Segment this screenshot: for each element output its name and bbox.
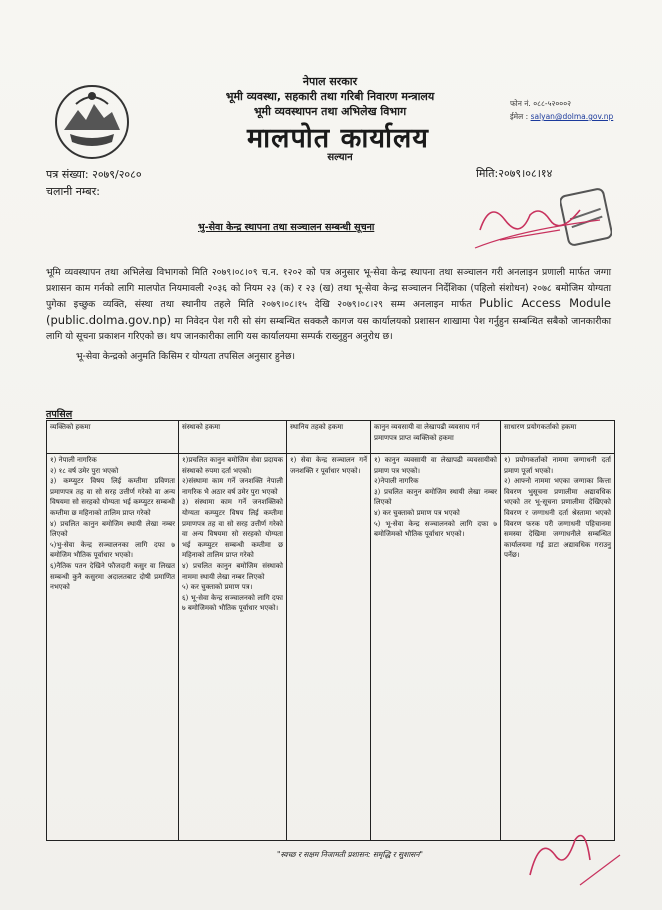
office-title: मालपोत कार्यालय [247, 123, 429, 154]
list-item: ५) भू-सेवा केन्द्र सञ्चालनको लागि दफा ७ बमोजिमको भौतिक पूर्वाधार भएको। [374, 519, 497, 539]
list-item: ४) प्रचलित कानुन बमोजिम संस्थाको नाममा स्थायी लेखा नम्बर लिएको [182, 561, 283, 581]
list-item: २)नेपाली नागरिक [374, 477, 419, 486]
reference-block [46, 166, 142, 200]
cell-local-level [287, 454, 371, 841]
govt-name: नेपाल सरकार [302, 75, 358, 88]
list-item: ४) प्रचलित कानुन बमोजिम स्थायी लेखा नम्बर लिएको [50, 519, 175, 539]
email-link[interactable]: salyan@dolma.gov.np [530, 112, 614, 121]
list-item: २) १८ वर्ष उमेर पुरा भएको [50, 466, 119, 475]
header-local-level: स्थानिय तहको हकमा [287, 421, 371, 454]
table-caption: तपसिल [46, 409, 73, 420]
paragraph-part-b: मा निवेदन पेश गरी सो संग सम्बन्धित सक्कलै कागज यस कार्यालयको प्रशासन शाखामा पेश गर्नुहुन सम्बन्धित सबैको जानकारीका लागि यो सूचना प्रकाशन गरिएको छ। थप जानकारीका लागि यस कार्यालयमा सम्पर्क राख्नुहुन अनुरोध छ। [46, 315, 611, 342]
phone-number: फोन नं. ०८८-५२०००२ [510, 99, 572, 108]
list-item: १)प्रचलित कानुन बमोजिम सेवा प्रदायक संस्थाको रुपमा दर्ता भएको। [182, 456, 283, 475]
list-item: ३) कम्प्युटर विषय लिई कम्तीमा प्रविणता प्रमाणपत्र तह वा सो सरह उत्तीर्ण गरेको वा अन्य विषयमा सो सरहको योग्यता भई कम्प्युटर सम्बन्धी कम्तीमा छ महिनाको तालिम प्राप्त गरेको [50, 477, 175, 517]
ministry-name: भूमी व्यवस्था, सहकारी तथा गरिबी निवारण मन्त्रालय [225, 90, 435, 103]
list-item: १) कानुन व्यवसायी वा लेखापढी व्यवसायीको प्रमाण पत्र भएको। [374, 456, 497, 475]
table-header-row [47, 421, 615, 454]
paragraph-part-a: भूमि व्यवस्थापन तथा अभिलेख विभागको मिति २०७९।०८।०९ च.न. १२०२ को पत्र अनुसार भू-सेवा केन्द्र स्थापना तथा सञ्चालन गरी अनलाइन प्रणाली मार्फत जग्गा प्रशासन काम गर्नको लागि मालपोत नियमावली २०३६ को नियम २३ (क) र २३ (ख) तथा भू-सेवा केन्द्र सञ्चालन निर्देशिका (पहिलो संशोधन) २०७८ बमोजिम योग्यता पुगेका इच्छुक व्यक्ति, संस्था तथा स्थानीय तहले मिति २०७९।०८।१५ देखि २०७९।०८।२९ सम्म अनलाइन मार्फत [46, 267, 611, 310]
list-item: ५) कर चुक्ताको प्रमाण पत्र। [182, 583, 253, 592]
handwritten-signature-icon [460, 190, 610, 260]
handwritten-signature-icon [510, 815, 630, 895]
list-item: ६)नैतिक पतन देखिने फौजदारी कसुर वा लिखत सम्बन्धी कुनै कसुरमा अदालतबाट दोषी प्रमाणित नभएको [50, 561, 175, 592]
list-item: ४) कर चुक्ताको प्रमाण पत्र भएको [374, 508, 460, 517]
header-legal-practitioner: कानुन व्यवसायी वा लेखापढी व्यवसाय गर्न प्रमाणपत्र प्राप्त व्यक्तिको हकमा [371, 421, 501, 454]
list-item: २) आफ्नो नाममा भएका जग्गाका कित्ता विवरण भुसूचना प्रणालीमा अद्यावधिक भएको तर भू-सूचना प्रणालीमा देखिएको विवरण र जग्गाधनी दर्ता श्रेस्तामा भएको विवरण फरक परी जग्गाधनी पहिचानमा समस्या देखिमा जग्गाधनीले सम्बन्धित कार्यालयमा गई डाटा अद्यावधिक गराउनु पर्नेछ। [504, 477, 611, 560]
cell-organization [179, 454, 287, 841]
list-item: ३) संस्थामा काम गर्ने जनशक्तिको योग्यता कम्प्युटर विषय लिई कम्तीमा प्रमाणपत्र तह वा सो सरह उत्तीर्ण गरेको वा अन्य विषयमा सो सरहको योग्यता भई कम्प्युटर सम्बन्धी कम्तीमा छ महिनाको तालिम प्राप्त गरेको [182, 498, 283, 560]
table-row [47, 454, 615, 841]
contact-info [510, 97, 613, 123]
list-item: २)संस्थामा काम गर्ने जनशक्ति नेपाली नागरिक भै अठार वर्ष उमेर पुरा भएको [182, 477, 283, 496]
list-item: १) प्रयोगकर्ताको नाममा जग्गाधनी दर्ता प्रमाण पूर्जा भएको। [504, 456, 611, 475]
government-emblem-icon [52, 82, 132, 162]
list-item: ३) प्रचलित कानुन बमोजिम स्थायी लेखा नम्बर लिएको [374, 487, 497, 507]
letter-date: मिति:२०७९।०८।१४ [476, 167, 553, 180]
footer-motto: "स्वच्छ र सक्षम निजामती प्रशासन: समृद्धि र सुशासन" [277, 850, 423, 859]
access-module-link[interactable]: Public Access Module (public.dolma.gov.np) [46, 296, 611, 327]
header-general-user: साधारण प्रयोगकर्ताको हकमा [501, 421, 615, 454]
dispatch-number: चलानी नम्बर: [46, 185, 100, 198]
list-item: ५)भु-सेवा केन्द्र सञ्चालनका लागि दफा ७ बमोजिम भौतिक पूर्वाधार भएको। [50, 540, 175, 560]
notice-title: भु-सेवा केन्द्र स्थापना तथा सञ्चालन सम्बन्धी सूचना [198, 222, 375, 233]
notice-paragraph [46, 265, 611, 345]
email-label: ईमेल : [510, 112, 529, 121]
cell-legal-practitioner [371, 454, 501, 841]
office-location: सल्यान [327, 152, 353, 163]
letterhead [150, 74, 510, 119]
list-item: १) नेपाली नागरिक [50, 456, 97, 464]
cell-general-user [501, 454, 615, 841]
header-organization: संस्थाको हकमा [179, 421, 287, 454]
header-individual: व्यक्तिको हकमा [47, 421, 179, 454]
list-item: १) सेवा केन्द्र सञ्चालन गर्ने जनशक्ति र पूर्वाधार भएको। [290, 456, 367, 475]
list-item: ६) भू-सेवा केन्द्र सञ्चालनको लागि दफा ७ बमोजिमको भौतिक पूर्वाधार भएको। [182, 593, 283, 613]
ref-number: पत्र संख्या: २०७९/२०८० [46, 168, 142, 181]
department-name: भूमी व्यवस्थापन तथा अभिलेख विभाग [253, 105, 407, 118]
eligibility-table [46, 420, 615, 841]
notice-paragraph-2: भू-सेवा केन्द्रको अनुमति किसिम र योग्यता तपसिल अनुसार हुनेछ। [76, 351, 296, 362]
cell-individual [47, 454, 179, 841]
